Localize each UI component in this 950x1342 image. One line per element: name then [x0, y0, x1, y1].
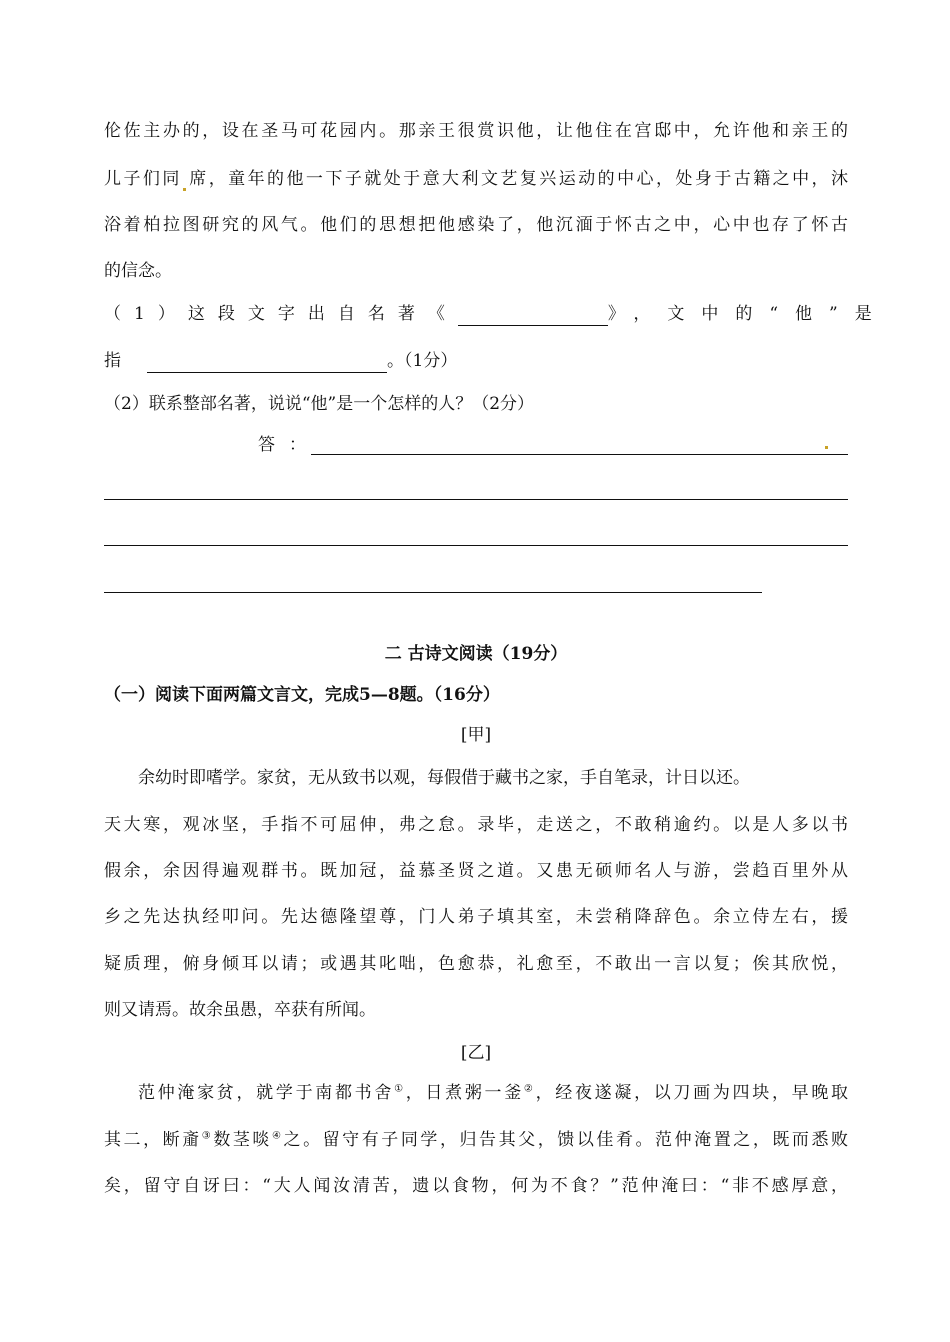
yi-line-1-b: ，日煮粥一釜: [405, 1083, 524, 1103]
yi-line-2: [104, 1128, 848, 1152]
question-1-cont: [104, 349, 848, 373]
yi-line-1-a: 范仲淹家贫，就学于南都书舍: [138, 1083, 395, 1103]
footnote-3: ③: [201, 1130, 214, 1142]
jia-line-5: 疑质理，俯身倾耳以请；或遇其叱咄，色愈恭，礼愈至，不敢出一言以复；俟其欣悦，: [104, 954, 848, 974]
yi-line-1: [138, 1081, 848, 1105]
passage-line-4: 的信念。: [104, 261, 172, 281]
yi-line-1-c: ，经夜遂凝，以刀画为四块，早晚取: [535, 1083, 849, 1103]
q1-book-blank[interactable]: [458, 307, 608, 326]
passage-line-2-b: 席，童年的他一下子就处于意大利文艺复兴运动的中心，处身于古籍之中，沐: [186, 169, 849, 189]
yi-line-3: 矣，留守自讶曰：“大人闻汝清苦，遗以食物，何为不食？”范仲淹曰：“非不感厚意，: [104, 1176, 848, 1196]
jia-line-1: 余幼时即嗜学。家贫，无从致书以观，每假借于藏书之家，手自笔录，计日以还。: [138, 768, 750, 788]
yi-line-2-c: 之。留守有子同学，归告其父，馈以佳肴。范仲淹置之，既而悉败: [283, 1130, 849, 1150]
footnote-4: ④: [271, 1130, 284, 1142]
marker-dot: [825, 446, 828, 449]
answer-line-2[interactable]: [104, 499, 848, 500]
jia-line-2: 天大寒，观冰坚，手指不可屈伸，弗之怠。录毕，走送之，不敢稍逾约。以是人多以书: [104, 815, 848, 835]
answer-line-1[interactable]: [311, 454, 848, 455]
footnote-2: ②: [523, 1083, 536, 1095]
jia-label: [甲]: [460, 725, 492, 745]
question-2: （2）联系整部名著，说说“他”是一个怎样的人？（2分）: [104, 394, 535, 414]
answer-line-4[interactable]: [104, 592, 762, 593]
passage-line-2-a: 儿子们同: [104, 169, 182, 189]
yi-line-2-a: 其二，断齑: [104, 1130, 202, 1150]
section-title: 二 古诗文阅读（19分）: [384, 644, 568, 664]
passage-line-1: 伦佐主办的，设在圣马可花园内。那亲王很赏识他，让他住在宫邸中，允许他和亲王的: [104, 121, 848, 141]
q1-part-a: （1）这段文字出自名著《: [104, 304, 458, 324]
footnote-1: ①: [394, 1083, 406, 1095]
passage-line-2: [104, 167, 848, 191]
jia-line-4: 乡之先达执经叩问。先达德隆望尊，门人弟子填其室，未尝稍降辞色。余立侍左右，援: [104, 907, 848, 927]
yi-line-2-b: 数茎啖: [213, 1130, 272, 1150]
jia-line-6: 则又请焉。故余虽愚，卒获有所闻。: [104, 1000, 376, 1020]
answer-line-3[interactable]: [104, 545, 848, 546]
section-subtitle: （一）阅读下面两篇文言文，完成5—8题。（16分）: [104, 685, 500, 705]
answer-label: 答：: [258, 435, 320, 455]
q1-person-blank[interactable]: [147, 354, 387, 373]
q1-part-c: 指: [104, 351, 121, 371]
yi-label: [乙]: [460, 1043, 492, 1063]
passage-line-3: 浴着柏拉图研究的风气。他们的思想把他感染了，他沉湎于怀古之中，心中也存了怀古: [104, 215, 848, 235]
marker-dot: [183, 188, 186, 191]
jia-line-3: 假余，余因得遍观群书。既加冠，益慕圣贤之道。又患无硕师名人与游，尝趋百里外从: [104, 861, 848, 881]
question-1: [104, 302, 889, 326]
q1-part-d: 。（1分）: [387, 351, 458, 371]
q1-part-b: 》，文中的“他”是: [607, 304, 889, 324]
